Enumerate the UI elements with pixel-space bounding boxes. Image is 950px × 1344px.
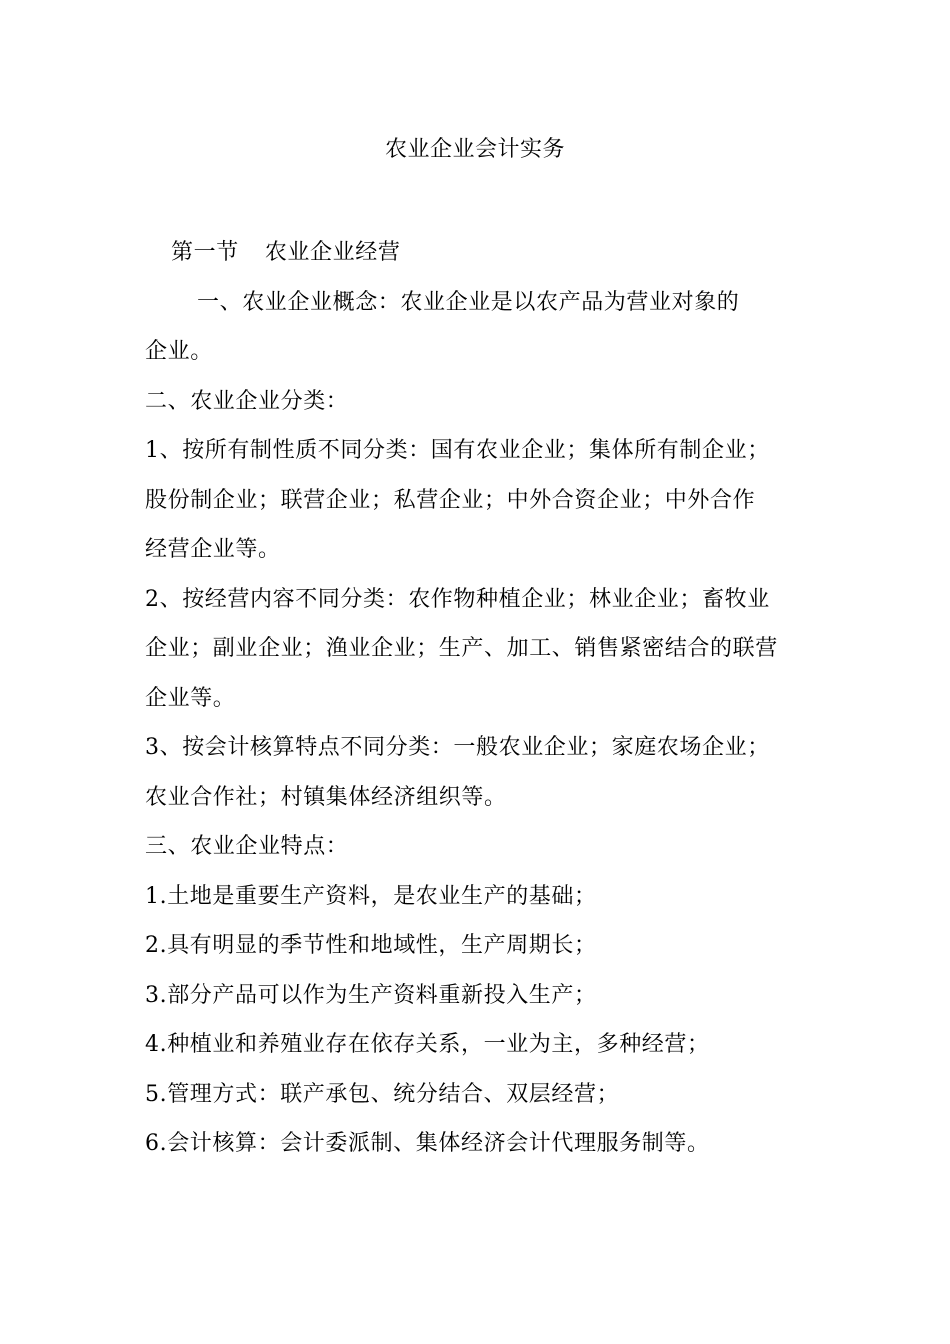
text-line: 2、按经营内容不同分类：农作物种植企业；林业企业；畜牧业 xyxy=(145,586,770,612)
text-line: 4.种植业和养殖业存在依存关系，一业为主，多种经营； xyxy=(145,1032,710,1057)
text-line: 2.具有明显的季节性和地域性，生产周期长； xyxy=(145,933,597,958)
text-line: 3.部分产品可以作为生产资料重新投入生产； xyxy=(145,982,597,1008)
text-line: 企业；副业企业；渔业企业；生产、加工、销售紧密结合的联营 xyxy=(145,636,778,661)
text-line: 5.管理方式：联产承包、统分结合、双层经营； xyxy=(145,1081,620,1107)
text-line: 二、农业企业分类： xyxy=(145,388,349,414)
text-line: 6.会计核算：会计委派制、集体经济会计代理服务制等。 xyxy=(145,1131,710,1156)
text-line: 一、农业企业概念：农业企业是以农产品为营业对象的 xyxy=(197,289,740,315)
section-heading xyxy=(145,228,810,278)
document-title: 农业企业会计实务 xyxy=(384,137,565,162)
text-line: 股份制企业；联营企业；私营企业；中外合资企业；中外合作 xyxy=(145,487,756,513)
text-line: 3、按会计核算特点不同分类：一般农业企业；家庭农场企业； xyxy=(145,735,770,760)
section-number: 第一节 xyxy=(171,240,239,265)
section-name: 农业企业经营 xyxy=(264,240,401,265)
text-line: 1.土地是重要生产资料，是农业生产的基础； xyxy=(145,883,597,909)
document-body xyxy=(145,228,810,1169)
text-line: 1、按所有制性质不同分类：国有农业企业；集体所有制企业； xyxy=(145,438,770,463)
text-line: 三、农业企业特点： xyxy=(145,834,349,859)
text-line: 企业等。 xyxy=(145,685,236,711)
text-line: 农业合作社；村镇集体经济组织等。 xyxy=(145,784,507,810)
text-line: 企业。 xyxy=(145,339,213,364)
text-line: 经营企业等。 xyxy=(145,537,281,562)
